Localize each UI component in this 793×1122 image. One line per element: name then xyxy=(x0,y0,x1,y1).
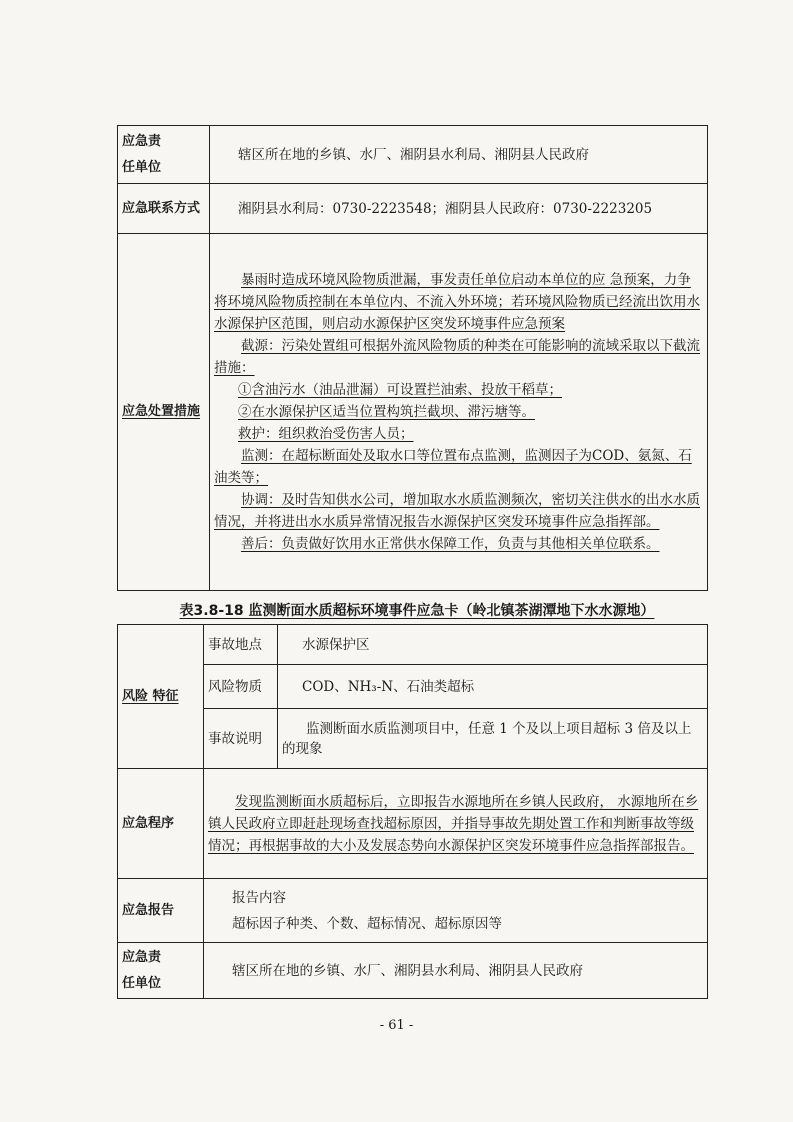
measure-item: ②在水源保护区适当位置构筑拦截坝、滞污塘等。 xyxy=(238,404,535,420)
table-row xyxy=(118,769,708,879)
contact-value: 湘阴县水利局：0730-2223548；湘阴县人民政府：0730-2223205 xyxy=(210,184,708,234)
location-value: 水源保护区 xyxy=(278,625,708,665)
table-row xyxy=(118,665,708,709)
responsible-unit-label: 应急责 任单位 xyxy=(118,126,210,184)
responsible-unit-value-2: 辖区所在地的乡镇、水厂、湘阴县水利局、湘阴县人民政府 xyxy=(204,943,708,999)
measures-cell xyxy=(210,234,708,591)
table-row xyxy=(118,126,708,184)
table-row xyxy=(118,943,708,999)
procedure-value: 发现监测断面水质超标后，立即报告水源地所在乡镇人民政府， 水源地所在乡镇人民政府立即赶赴现场查找超标原因，并指导事故先期处置工作和判断事故等级情况；再根据事故的大小及发展态势向水源保护区突发环境事件应急指挥部报告。 xyxy=(204,769,708,879)
table-row xyxy=(118,184,708,234)
location-label: 事故地点 xyxy=(204,625,278,665)
procedure-label: 应急程序 xyxy=(118,769,204,879)
description-label: 事故说明 xyxy=(204,709,278,769)
report-value: 报告内容 超标因子种类、个数、超标情况、超标原因等 xyxy=(204,879,708,943)
emergency-measures-table xyxy=(117,125,708,591)
measure-item: 暴雨时造成环境风险物质泄漏，事发责任单位启动本单位的应 急预案，力争将环境风险物质控制在本单位内、不流入外环境；若环境风险物质已经流出饮用水水源保护区范围，则启动水源保护区突发环境事件应急预案 xyxy=(214,272,700,332)
measure-item: 截源：污染处置组可根据外流风险物质的种类在可能影响的流域采取以下截流措施： xyxy=(214,338,700,376)
contact-label: 应急联系方式 xyxy=(118,184,210,234)
responsible-unit-label-2: 应急责 任单位 xyxy=(118,943,204,999)
table-caption: 表3.8-18 监测断面水质超标环境事件应急卡（岭北镇茶湖潭地下水水源地） xyxy=(179,603,655,619)
description-value: 监测断面水质监测项目中，任意 1 个及以上项目超标 3 倍及以上的现象 xyxy=(278,709,708,769)
risk-feature-label: 风险 特征 xyxy=(118,625,204,769)
measures-label: 应急处置措施 xyxy=(118,234,210,591)
measure-item: ①含油污水（油品泄漏）可设置拦油索、投放干稻草； xyxy=(238,382,562,398)
emergency-card-table xyxy=(117,624,708,999)
measure-item: 协调：及时告知供水公司，增加取水水质监测频次，密切关注供水的出水水质情况，并将进出水水质异常情况报告水源保护区突发环境事件应急指挥部。 xyxy=(214,492,700,530)
report-label: 应急报告 xyxy=(118,879,204,943)
page-number: - 61 - xyxy=(379,1018,414,1033)
measure-item: 善后：负责做好饮用水正常供水保障工作，负责与其他相关单位联系。 xyxy=(241,536,660,552)
substance-label: 风险物质 xyxy=(204,665,278,709)
table-row xyxy=(118,879,708,943)
measure-item: 监测：在超标断面处及取水口等位置布点监测，监测因子为COD、氨氮、石油类等； xyxy=(214,448,692,486)
table-row xyxy=(118,709,708,769)
responsible-unit-value: 辖区所在地的乡镇、水厂、湘阴县水利局、湘阴县人民政府 xyxy=(210,126,708,184)
table-row xyxy=(118,625,708,665)
substance-value: COD、NH₃-N、石油类超标 xyxy=(278,665,708,709)
table-row xyxy=(118,234,708,591)
measure-item: 救护：组织救治受伤害人员； xyxy=(238,426,414,442)
